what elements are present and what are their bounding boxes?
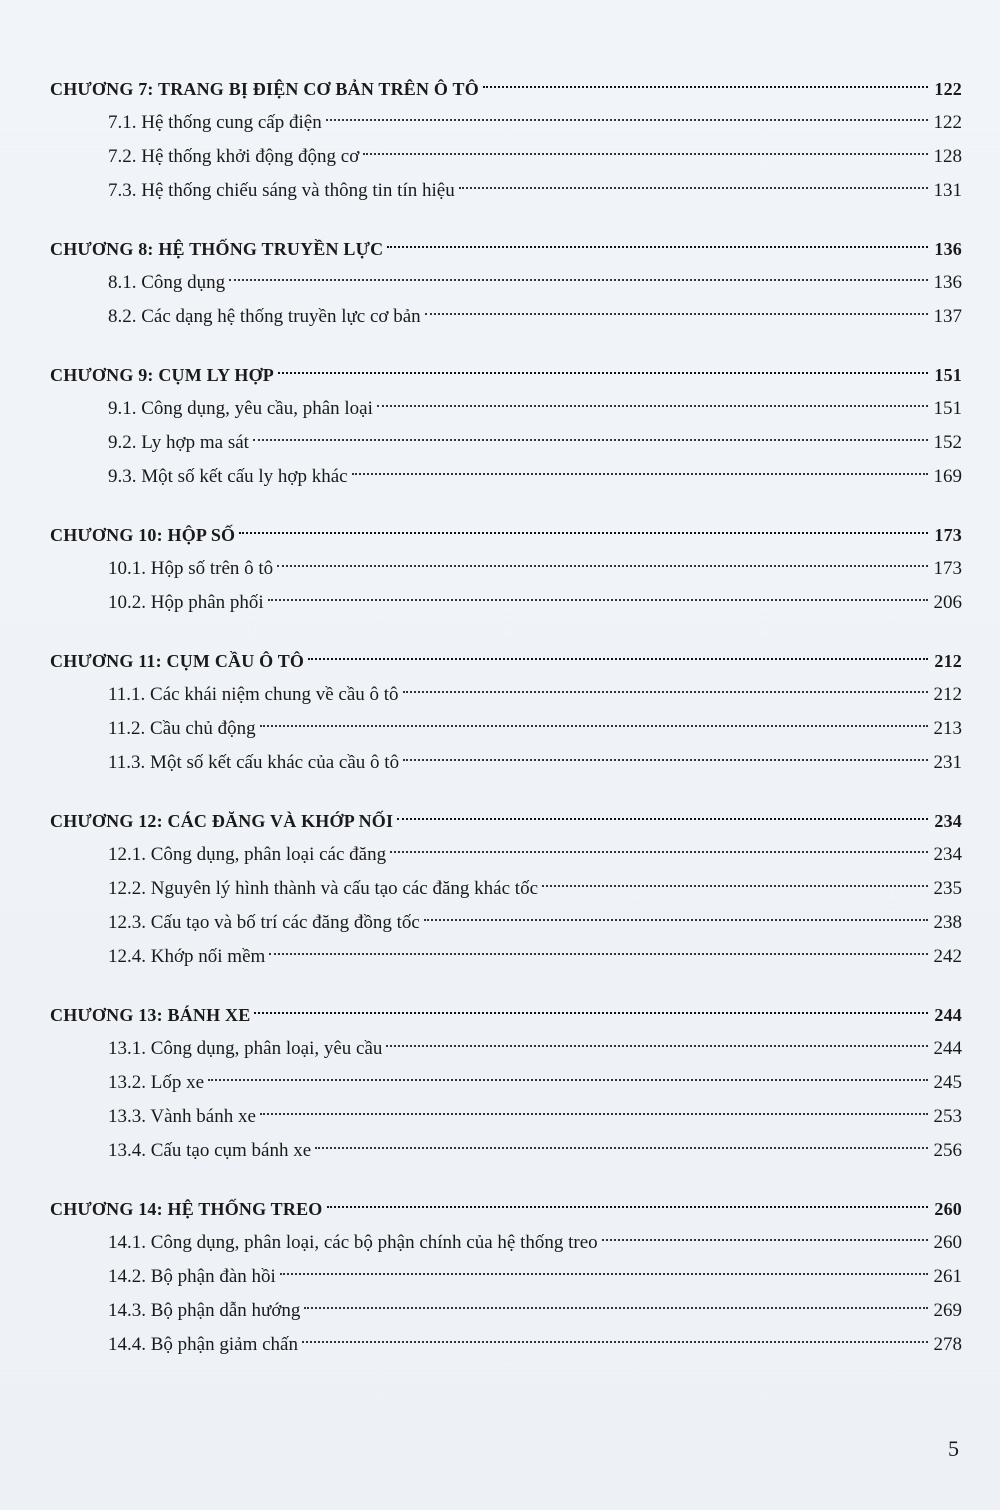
dot-leader bbox=[377, 405, 928, 407]
dot-leader bbox=[352, 473, 928, 475]
section-page-number: 128 bbox=[933, 146, 962, 167]
dot-leader bbox=[386, 1045, 928, 1047]
toc-section-row bbox=[50, 1328, 962, 1362]
section-page-number: 235 bbox=[933, 878, 962, 899]
dot-leader bbox=[602, 1239, 928, 1241]
section-page-number: 169 bbox=[933, 466, 962, 487]
section-page-number: 242 bbox=[933, 946, 962, 967]
dot-leader bbox=[254, 1012, 928, 1014]
section-page-number: 231 bbox=[933, 752, 962, 773]
toc-section-row bbox=[50, 392, 962, 426]
dot-leader bbox=[278, 372, 928, 374]
toc-chapter-heading bbox=[50, 804, 962, 838]
chapter-title: CHƯƠNG 12: CÁC ĐĂNG VÀ KHỚP NỐI bbox=[50, 811, 394, 831]
toc-chapter bbox=[50, 358, 962, 494]
toc-section-row bbox=[50, 552, 962, 586]
section-title: 12.3. Cấu tạo và bố trí các đăng đồng tốc bbox=[108, 912, 420, 933]
toc-chapter-heading bbox=[50, 232, 962, 266]
toc-section-row bbox=[50, 678, 962, 712]
section-page-number: 253 bbox=[933, 1106, 962, 1127]
section-title: 13.4. Cấu tạo cụm bánh xe bbox=[108, 1140, 312, 1161]
dot-leader bbox=[260, 725, 928, 727]
section-page-number: 234 bbox=[933, 844, 962, 865]
toc-section-row bbox=[50, 426, 962, 460]
toc-section-row bbox=[50, 746, 962, 780]
dot-leader bbox=[277, 565, 928, 567]
dot-leader bbox=[260, 1113, 928, 1115]
chapter-title: CHƯƠNG 14: HỆ THỐNG TREO bbox=[50, 1199, 323, 1219]
toc-section-row bbox=[50, 1260, 962, 1294]
dot-leader bbox=[387, 246, 928, 248]
section-page-number: 213 bbox=[933, 718, 962, 739]
toc-chapter bbox=[50, 232, 962, 334]
toc-section-row bbox=[50, 1066, 962, 1100]
section-page-number: 278 bbox=[933, 1334, 962, 1355]
chapter-title: CHƯƠNG 13: BÁNH XE bbox=[50, 1005, 251, 1025]
toc-chapter bbox=[50, 72, 962, 208]
section-page-number: 256 bbox=[933, 1140, 962, 1161]
toc-chapter bbox=[50, 644, 962, 780]
toc-chapter bbox=[50, 998, 962, 1168]
section-title: 8.1. Công dụng bbox=[108, 272, 226, 293]
section-page-number: 238 bbox=[933, 912, 962, 933]
section-page-number: 244 bbox=[933, 1038, 962, 1059]
dot-leader bbox=[424, 919, 928, 921]
toc-chapter-heading bbox=[50, 72, 962, 106]
section-page-number: 173 bbox=[933, 558, 962, 579]
toc-section-row bbox=[50, 940, 962, 974]
toc-section-row bbox=[50, 712, 962, 746]
toc-chapter bbox=[50, 804, 962, 974]
chapter-page-number: 173 bbox=[934, 525, 962, 545]
dot-leader bbox=[459, 187, 928, 189]
toc-section-row bbox=[50, 1226, 962, 1260]
section-title: 14.1. Công dụng, phân loại, các bộ phận chính của hệ thống treo bbox=[108, 1232, 598, 1253]
dot-leader bbox=[425, 313, 928, 315]
dot-leader bbox=[403, 691, 928, 693]
dot-leader bbox=[239, 532, 928, 534]
page-number: 5 bbox=[948, 1436, 959, 1461]
section-page-number: 260 bbox=[933, 1232, 962, 1253]
toc-section-row bbox=[50, 1294, 962, 1328]
section-page-number: 131 bbox=[933, 180, 962, 201]
toc-chapter-heading bbox=[50, 998, 962, 1032]
section-title: 11.1. Các khái niệm chung về cầu ô tô bbox=[108, 684, 399, 705]
chapter-page-number: 136 bbox=[934, 239, 962, 259]
toc-section-row bbox=[50, 140, 962, 174]
section-page-number: 206 bbox=[933, 592, 962, 613]
chapter-page-number: 212 bbox=[934, 651, 962, 671]
dot-leader bbox=[483, 86, 928, 88]
toc-section-row bbox=[50, 1100, 962, 1134]
chapter-title: CHƯƠNG 7: TRANG BỊ ĐIỆN CƠ BẢN TRÊN Ô TÔ bbox=[50, 79, 479, 99]
section-title: 12.4. Khớp nối mềm bbox=[108, 946, 266, 967]
toc-section-row bbox=[50, 106, 962, 140]
toc-section-row bbox=[50, 1134, 962, 1168]
section-page-number: 122 bbox=[933, 112, 962, 133]
section-title: 14.4. Bộ phận giảm chấn bbox=[108, 1334, 298, 1355]
dot-leader bbox=[208, 1079, 928, 1081]
toc-section-row bbox=[50, 586, 962, 620]
toc-section-row bbox=[50, 300, 962, 334]
section-title: 12.2. Nguyên lý hình thành và cấu tạo các đăng khác tốc bbox=[108, 878, 538, 899]
section-title: 14.3. Bộ phận dẫn hướng bbox=[108, 1300, 301, 1321]
section-title: 13.1. Công dụng, phân loại, yêu cầu bbox=[108, 1038, 383, 1059]
chapter-page-number: 260 bbox=[934, 1199, 962, 1219]
dot-leader bbox=[315, 1147, 928, 1149]
toc-section-row bbox=[50, 906, 962, 940]
section-page-number: 151 bbox=[933, 398, 962, 419]
section-title: 11.3. Một số kết cấu khác của cầu ô tô bbox=[108, 752, 400, 773]
section-page-number: 152 bbox=[933, 432, 962, 453]
section-title: 7.1. Hệ thống cung cấp điện bbox=[108, 112, 322, 133]
toc-section-row bbox=[50, 174, 962, 208]
dot-leader bbox=[326, 119, 928, 121]
dot-leader bbox=[542, 885, 928, 887]
toc-chapter bbox=[50, 518, 962, 620]
toc-chapter bbox=[50, 1192, 962, 1362]
dot-leader bbox=[363, 153, 928, 155]
chapter-page-number: 151 bbox=[934, 365, 962, 385]
toc-section-row bbox=[50, 838, 962, 872]
section-page-number: 137 bbox=[933, 306, 962, 327]
table-of-contents bbox=[50, 72, 962, 1386]
chapter-title: CHƯƠNG 10: HỘP SỐ bbox=[50, 525, 236, 545]
section-title: 8.2. Các dạng hệ thống truyền lực cơ bản bbox=[108, 306, 421, 327]
toc-chapter-heading bbox=[50, 358, 962, 392]
chapter-title: CHƯƠNG 11: CỤM CẦU Ô TÔ bbox=[50, 651, 305, 671]
chapter-page-number: 234 bbox=[934, 811, 962, 831]
section-title: 7.3. Hệ thống chiếu sáng và thông tin tín hiệu bbox=[108, 180, 455, 201]
section-title: 13.3. Vành bánh xe bbox=[108, 1106, 256, 1127]
section-title: 7.2. Hệ thống khởi động động cơ bbox=[108, 146, 360, 167]
toc-chapter-heading bbox=[50, 1192, 962, 1226]
toc-section-row bbox=[50, 266, 962, 300]
dot-leader bbox=[269, 953, 928, 955]
toc-chapter-heading bbox=[50, 644, 962, 678]
section-title: 11.2. Cầu chủ động bbox=[108, 718, 256, 739]
dot-leader bbox=[302, 1341, 928, 1343]
section-page-number: 245 bbox=[933, 1072, 962, 1093]
toc-section-row bbox=[50, 460, 962, 494]
chapter-title: CHƯƠNG 9: CỤM LY HỢP bbox=[50, 365, 274, 385]
toc-section-row bbox=[50, 1032, 962, 1066]
section-page-number: 136 bbox=[933, 272, 962, 293]
dot-leader bbox=[304, 1307, 928, 1309]
chapter-page-number: 244 bbox=[934, 1005, 962, 1025]
section-page-number: 269 bbox=[933, 1300, 962, 1321]
section-title: 9.2. Ly hợp ma sát bbox=[108, 432, 249, 453]
section-page-number: 261 bbox=[933, 1266, 962, 1287]
dot-leader bbox=[390, 851, 928, 853]
section-title: 13.2. Lốp xe bbox=[108, 1072, 205, 1093]
toc-chapter-heading bbox=[50, 518, 962, 552]
dot-leader bbox=[327, 1206, 929, 1208]
section-page-number: 212 bbox=[933, 684, 962, 705]
dot-leader bbox=[229, 279, 928, 281]
dot-leader bbox=[268, 599, 928, 601]
section-title: 10.1. Hộp số trên ô tô bbox=[108, 558, 274, 579]
dot-leader bbox=[308, 658, 928, 660]
toc-section-row bbox=[50, 872, 962, 906]
chapter-page-number: 122 bbox=[934, 79, 962, 99]
section-title: 9.3. Một số kết cấu ly hợp khác bbox=[108, 466, 348, 487]
section-title: 14.2. Bộ phận đàn hồi bbox=[108, 1266, 276, 1287]
dot-leader bbox=[397, 818, 928, 820]
dot-leader bbox=[253, 439, 928, 441]
section-title: 10.2. Hộp phân phối bbox=[108, 592, 264, 613]
dot-leader bbox=[280, 1273, 928, 1275]
chapter-title: CHƯƠNG 8: HỆ THỐNG TRUYỀN LỰC bbox=[50, 239, 384, 259]
section-title: 9.1. Công dụng, yêu cầu, phân loại bbox=[108, 398, 373, 419]
section-title: 12.1. Công dụng, phân loại các đăng bbox=[108, 844, 387, 865]
dot-leader bbox=[403, 759, 928, 761]
